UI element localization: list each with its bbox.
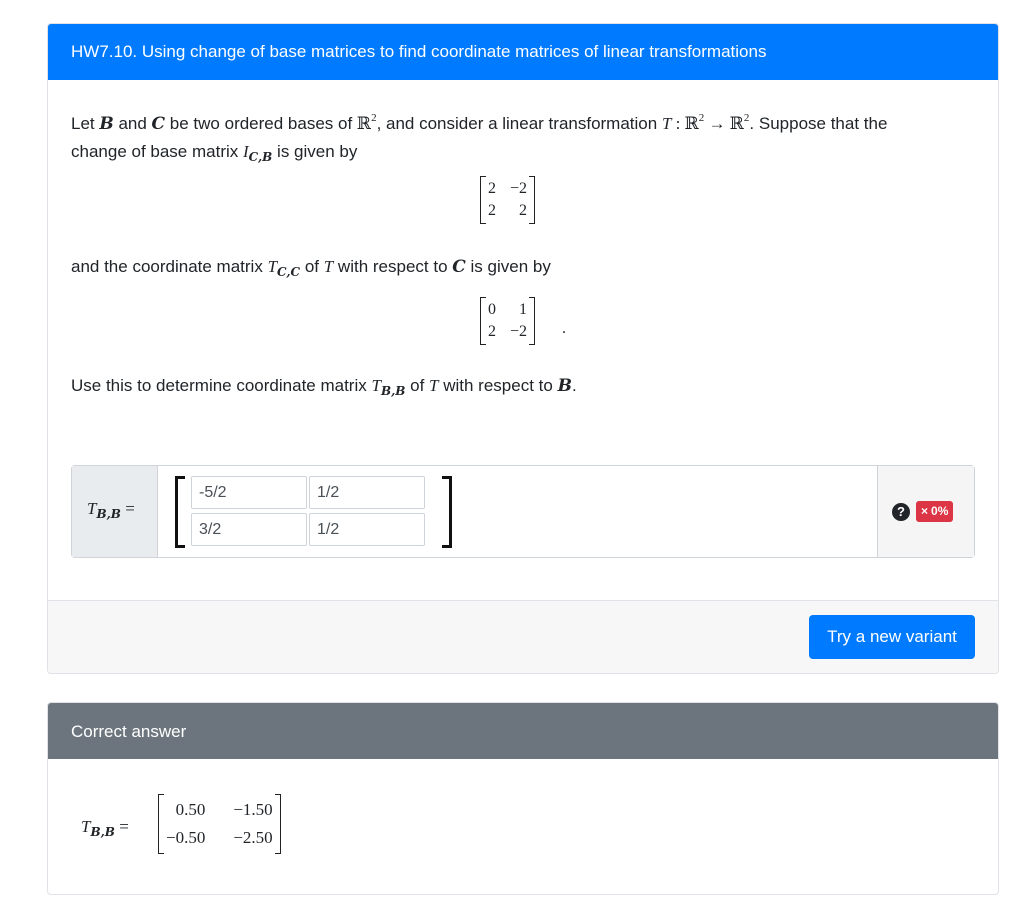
answer-cell-1-1[interactable]: [191, 476, 307, 509]
score-badge: [916, 501, 953, 522]
question-paragraph-3: Use this to determine coordinate matrix $T_{B,B}$ of T with respect to B.: [71, 376, 577, 398]
coordinate-matrix-c: 0 1 2 −2: [480, 297, 535, 345]
correct-answer-label: $T_{B,B}$ =: [81, 817, 129, 839]
question-title: HW7.10. Using change of base matrices to find coordinate matrices of linear transformations: [71, 42, 767, 61]
help-icon[interactable]: ?: [892, 503, 910, 521]
correct-answer-card: [47, 702, 999, 895]
correct-answer-title: Correct answer: [71, 722, 187, 741]
change-of-base-matrix: 2 −2 2 2: [480, 176, 535, 224]
left-bracket: [175, 476, 185, 548]
matrix-period: .: [562, 320, 566, 337]
right-bracket: [442, 476, 452, 548]
question-card: [47, 23, 999, 674]
question-header: [48, 24, 998, 80]
answer-label: $T_{B,B}$ =: [72, 466, 158, 557]
question-footer: [48, 600, 998, 674]
try-new-variant-button[interactable]: Try a new variant: [809, 615, 975, 659]
x-icon: ×: [921, 504, 929, 518]
question-paragraph-2: and the coordinate matrix $T_{C,C}$ of T with respect to C is given by: [71, 257, 551, 279]
question-paragraph-1: Let B and C be two ordered bases of ℝ$^2$, and consider a linear transformation T : ℝ$^2$ → ℝ$^2$. Suppose that the change of base matrix $I_{C,B}$ is given by: [71, 112, 888, 164]
answer-input-group: [71, 465, 975, 558]
correct-answer-header: [48, 703, 998, 759]
answer-cell-2-1[interactable]: [191, 513, 307, 546]
correct-answer-matrix: 0.50 −1.50 −0.50 −2.50: [158, 794, 281, 854]
score-value: 0%: [931, 504, 949, 518]
answer-cell-2-2[interactable]: [309, 513, 425, 546]
answer-cell-1-2[interactable]: [309, 476, 425, 509]
answer-status: [877, 466, 974, 557]
